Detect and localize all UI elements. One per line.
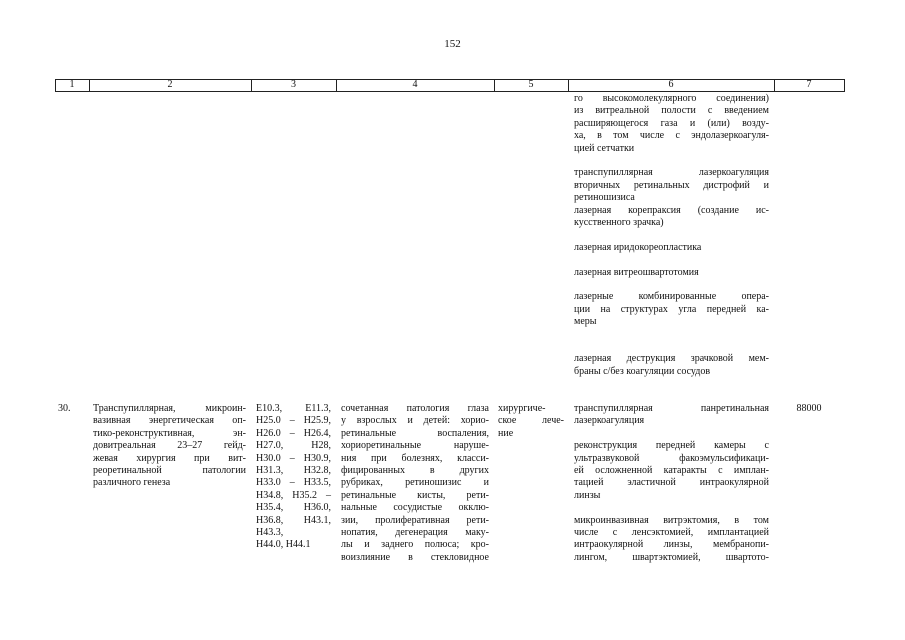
icd-code-line: Н34.8, Н35.2 – xyxy=(256,489,331,501)
patient-model-cell xyxy=(341,403,489,564)
column-number-1: 1 xyxy=(69,79,75,90)
name-line: довитреальная 23–27 гейд- xyxy=(93,440,246,452)
icd-code-line: Н25.0 – Н25.9, xyxy=(256,415,331,427)
method-line: интраокулярной линзы, мембранопи- xyxy=(574,539,769,551)
icd-codes-cell xyxy=(256,403,331,552)
model-line: сочетанная патология глаза xyxy=(341,403,489,414)
model-line: ретинальные воспаления, xyxy=(341,427,489,439)
model-line: фицированных в других xyxy=(341,465,489,477)
table-header-bottom-rule xyxy=(55,91,845,92)
name-line: тико-реконструктивная, эн- xyxy=(93,427,246,439)
treatment-line: ское лече- xyxy=(498,415,564,427)
method-line: браны с/без коагуляции сосудов xyxy=(574,365,711,377)
model-line: лы и заднего полюса; кро- xyxy=(341,539,489,551)
treatment-line: хирургиче- xyxy=(498,403,546,414)
model-line: хориоретинальные наруше- xyxy=(341,440,489,452)
model-line: у взрослых и детей: хорио- xyxy=(341,415,489,427)
method-line: из витреальной полости с введением xyxy=(574,105,769,117)
column-number-7: 7 xyxy=(806,79,812,90)
method-line: вторичных ретинальных дистрофий и xyxy=(574,179,769,191)
model-line: ния при болезнях, класси- xyxy=(341,452,489,464)
treatment-methods-cell xyxy=(574,403,769,564)
model-line: нальные сосудистые окклю- xyxy=(341,502,489,514)
row-number: 30. xyxy=(58,403,71,414)
method-line: лазерная иридокореопластика xyxy=(574,241,702,253)
name-line: Транспупиллярная, микроин- xyxy=(93,403,246,414)
method-line: лазеркоагуляция xyxy=(574,415,645,427)
model-line: воизлияние в стекловидное xyxy=(341,551,489,563)
continued-methods-cell xyxy=(574,93,769,378)
model-line: рубриках, ретиношизис и xyxy=(341,477,489,489)
column-number-4: 4 xyxy=(412,79,418,90)
page-number: 152 xyxy=(444,38,461,50)
method-line: микроинвазивная витрэктомия, в том xyxy=(574,514,769,526)
method-line: цией сетчатки xyxy=(574,142,635,154)
method-line: линзы xyxy=(574,489,601,501)
icd-code-line: Н26.0 – Н26.4, xyxy=(256,427,331,439)
icd-code-line: Н35.4, Н36.0, xyxy=(256,502,331,514)
method-line: числе с ленсэктомией, имплантацией xyxy=(574,527,769,539)
method-line: транспупиллярная лазеркоагуляция xyxy=(574,167,769,179)
method-line: лазерная корепраксия (создание ис- xyxy=(574,204,769,216)
model-line: зии, пролиферативная рети- xyxy=(341,514,489,526)
name-line: различного генеза xyxy=(93,477,171,489)
method-line: лазерная деструкция зрачковой мем- xyxy=(574,353,769,365)
treatment-line: ние xyxy=(498,427,514,439)
name-line: вазивная энергетическая оп- xyxy=(93,415,246,427)
icd-code-line: Н30.0 – Н30.9, xyxy=(256,452,331,464)
column-number-5: 5 xyxy=(528,79,534,90)
treatment-type-cell xyxy=(498,403,564,440)
name-line: реоретинальной патологии xyxy=(93,465,246,477)
column-number-6: 6 xyxy=(668,79,674,90)
method-line: го высокомолекулярного соединения) xyxy=(574,93,769,104)
method-line: ретиношизиса xyxy=(574,192,635,204)
icd-code-line: Н33.0 – Н33.5, xyxy=(256,477,331,489)
icd-code-line: Е10.3, Е11.3, xyxy=(256,403,331,414)
icd-code-line: Н43.3, xyxy=(256,527,284,539)
icd-code-line: Н27.0, Н28, xyxy=(256,440,331,452)
icd-code-line: Н36.8, Н43.1, xyxy=(256,514,331,526)
method-line: расширяющегося газа и (или) возду- xyxy=(574,117,769,129)
method-line: ха, в том числе с эндолазеркоагуля- xyxy=(574,130,769,142)
icd-code-line: Н44.0, Н44.1 xyxy=(256,539,311,551)
model-line: нопатия, дегенерация маку- xyxy=(341,527,489,539)
cost-value: 88000 xyxy=(796,403,822,414)
column-divider xyxy=(844,79,845,91)
column-number-2: 2 xyxy=(167,79,173,90)
method-line: меры xyxy=(574,316,597,328)
method-line: лазерная витреошвартотомия xyxy=(574,266,699,278)
column-number-3: 3 xyxy=(291,79,296,90)
method-line: кусственного зрачка) xyxy=(574,217,664,229)
method-line: ции на структурах угла передней ка- xyxy=(574,303,769,315)
method-line: реконструкция передней камеры с xyxy=(574,440,769,452)
method-line: ультразвуковой факоэмульсификаци- xyxy=(574,452,769,464)
method-line: транспупиллярная панретинальная xyxy=(574,403,769,414)
method-line: лазерные комбинированные опера- xyxy=(574,291,769,303)
method-line: тацией эластичной интраокулярной xyxy=(574,477,769,489)
model-line: ретинальные кисты, рети- xyxy=(341,489,489,501)
method-line: лингом, швартэктомией, швартото- xyxy=(574,551,769,563)
icd-code-line: Н31.3, Н32.8, xyxy=(256,465,331,477)
intervention-name-cell xyxy=(93,403,246,490)
name-line: жевая хирургия при вит- xyxy=(93,452,246,464)
method-line: ей осложненной катаракты с имплан- xyxy=(574,465,769,477)
